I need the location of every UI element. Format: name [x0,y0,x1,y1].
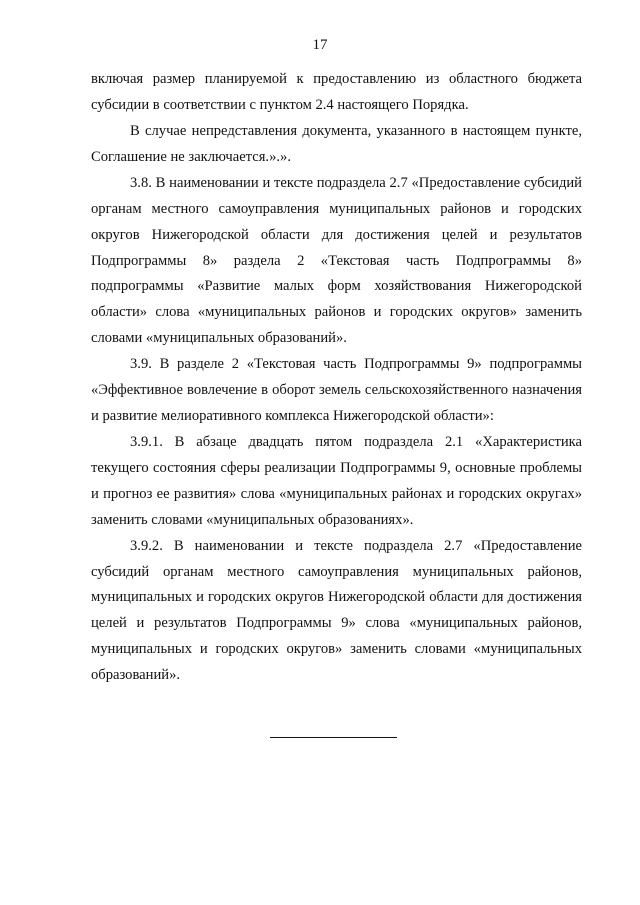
paragraph-document-not-provided: В случае непредставления документа, указанного в настоящем пункте, Соглашение не заключается.».». [91,123,582,165]
paragraph-3-9: 3.9. В разделе 2 «Текстовая часть Подпрограммы 9» подпрограммы «Эффективное вовлечение в оборот земель сельскохозяйственного назначения и развитие мелиоративного комплекса Нижегородской области»: [91,356,582,424]
end-divider-line [270,737,397,738]
page-number: 17 [312,37,328,53]
paragraph-3-9-2: 3.9.2. В наименовании и тексте подраздела 2.7 «Предоставление субсидий органам местного самоуправления муниципальных районов, муниципальных и городских округов Нижегородской области для достижения целей и результатов Подпрограммы 9» слова «муниципальных районов, муниципальных и городских округов» заменить словами «муниципальных образований». [91,537,582,683]
paragraph-continuation: включая размер планируемой к предоставлению из областного бюджета субсидии в соответствии с пунктом 2.4 настоящего Порядка. [91,71,582,113]
paragraph-3-9-1: 3.9.1. В абзаце двадцать пятом подраздела 2.1 «Характеристика текущего состояния сферы реализации Подпрограммы 9, основные проблемы и прогноз ее развития» слова «муниципальных районах и городских округах» заменить словами «муниципальных образованиях». [91,434,582,528]
document-body [91,67,582,689]
paragraph-3-8: 3.8. В наименовании и тексте подраздела 2.7 «Предоставление субсидий органам местного самоуправления муниципальных районов и городских округов Нижегородской области для достижения целей и результатов Подпрограммы 8» раздела 2 «Текстовая часть Подпрограммы 8» подпрограммы «Развитие малых форм хозяйствования Нижегородской области» слова «муниципальных районов и городских округов» заменить словами «муниципальных образований». [91,175,582,346]
